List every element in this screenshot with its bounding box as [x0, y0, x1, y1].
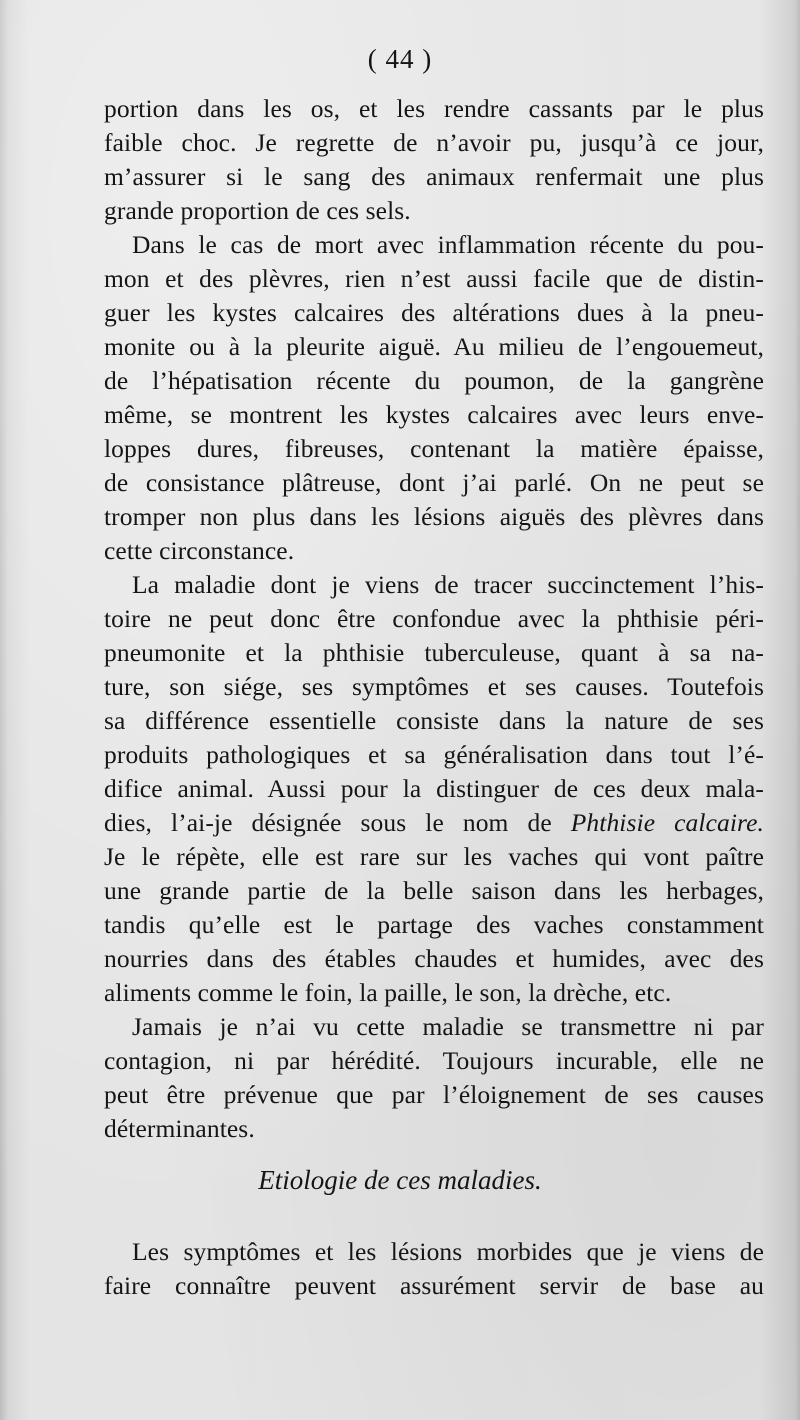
text-line: loppes dures, fibreuses, contenant la matière épaisse, [104, 434, 764, 463]
section-heading: Etiologie de ces maladies. [258, 1165, 542, 1195]
text-line: aliments comme le foin, la paille, le son, la drèche, etc. [104, 978, 672, 1007]
text-line: grande proportion de ces sels. [104, 196, 411, 225]
text-line: toire ne peut donc être confondue avec la phthisie péri- [104, 604, 764, 633]
text-line: faire connaître peuvent assurément servir de base au [104, 1271, 764, 1300]
text-line: ture, son siége, ses symptômes et ses causes. Toutefois [104, 672, 764, 701]
text-line: Les symptômes et les lésions morbides que je viens de [132, 1237, 764, 1266]
text-line: tandis qu’elle est le partage des vaches constamment [104, 910, 764, 939]
italic-term: Phthisie calcaire. [570, 808, 764, 837]
text-line: déterminantes. [104, 1114, 255, 1143]
text-line: m’assurer si le sang des animaux renfermait une plus [104, 162, 764, 191]
text-line: faible choc. Je regrette de n’avoir pu, jusqu’à ce jour, [104, 128, 764, 157]
text-line: de l’hépatisation récente du poumon, de la gangrène [104, 366, 764, 395]
text-line: guer les kystes calcaires des altérations dues à la pneu- [104, 298, 764, 327]
text-line: cette circonstance. [104, 536, 295, 565]
text-line: difice animal. Aussi pour la distinguer de ces deux mala- [104, 774, 764, 803]
text-line: Je le répète, elle est rare sur les vaches qui vont paître [104, 842, 764, 871]
text-line: portion dans les os, et les rendre cassants par le plus [104, 94, 764, 123]
text-line: La maladie dont je viens de tracer succinctement l’his- [132, 570, 764, 599]
text-line: mon et des plèvres, rien n’est aussi facile que de distin- [104, 264, 764, 293]
text-line: monite ou à la pleurite aiguë. Au milieu de l’engouemeut, [104, 332, 764, 361]
text-line: Jamais je n’ai vu cette maladie se transmettre ni par [132, 1012, 764, 1041]
text-line: une grande partie de la belle saison dans les herbages, [104, 876, 764, 905]
text-line: même, se montrent les kystes calcaires avec leurs enve- [104, 400, 764, 429]
text-line [104, 806, 764, 840]
text-line: nourries dans des étables chaudes et humides, avec des [104, 944, 764, 973]
text-line: contagion, ni par hérédité. Toujours incurable, elle ne [104, 1046, 764, 1075]
text-line: de consistance plâtreuse, dont j’ai parlé. On ne peut se [104, 468, 764, 497]
text-line: Dans le cas de mort avec inflammation récente du pou- [132, 230, 764, 259]
text-line: pneumonite et la phthisie tuberculeuse, quant à sa na- [104, 638, 764, 667]
text-line: tromper non plus dans les lésions aiguës des plèvres dans [104, 502, 764, 531]
page-number: ( 44 ) [367, 44, 433, 74]
text-segment: dies, l’ai-je désignée sous le nom de [104, 808, 552, 837]
text-line: produits pathologiques et sa généralisation dans tout l’é- [104, 740, 764, 769]
text-line: sa différence essentielle consiste dans la nature de ses [104, 706, 764, 735]
text-line: peut être prévenue que par l’éloignement de ses causes [104, 1080, 764, 1109]
